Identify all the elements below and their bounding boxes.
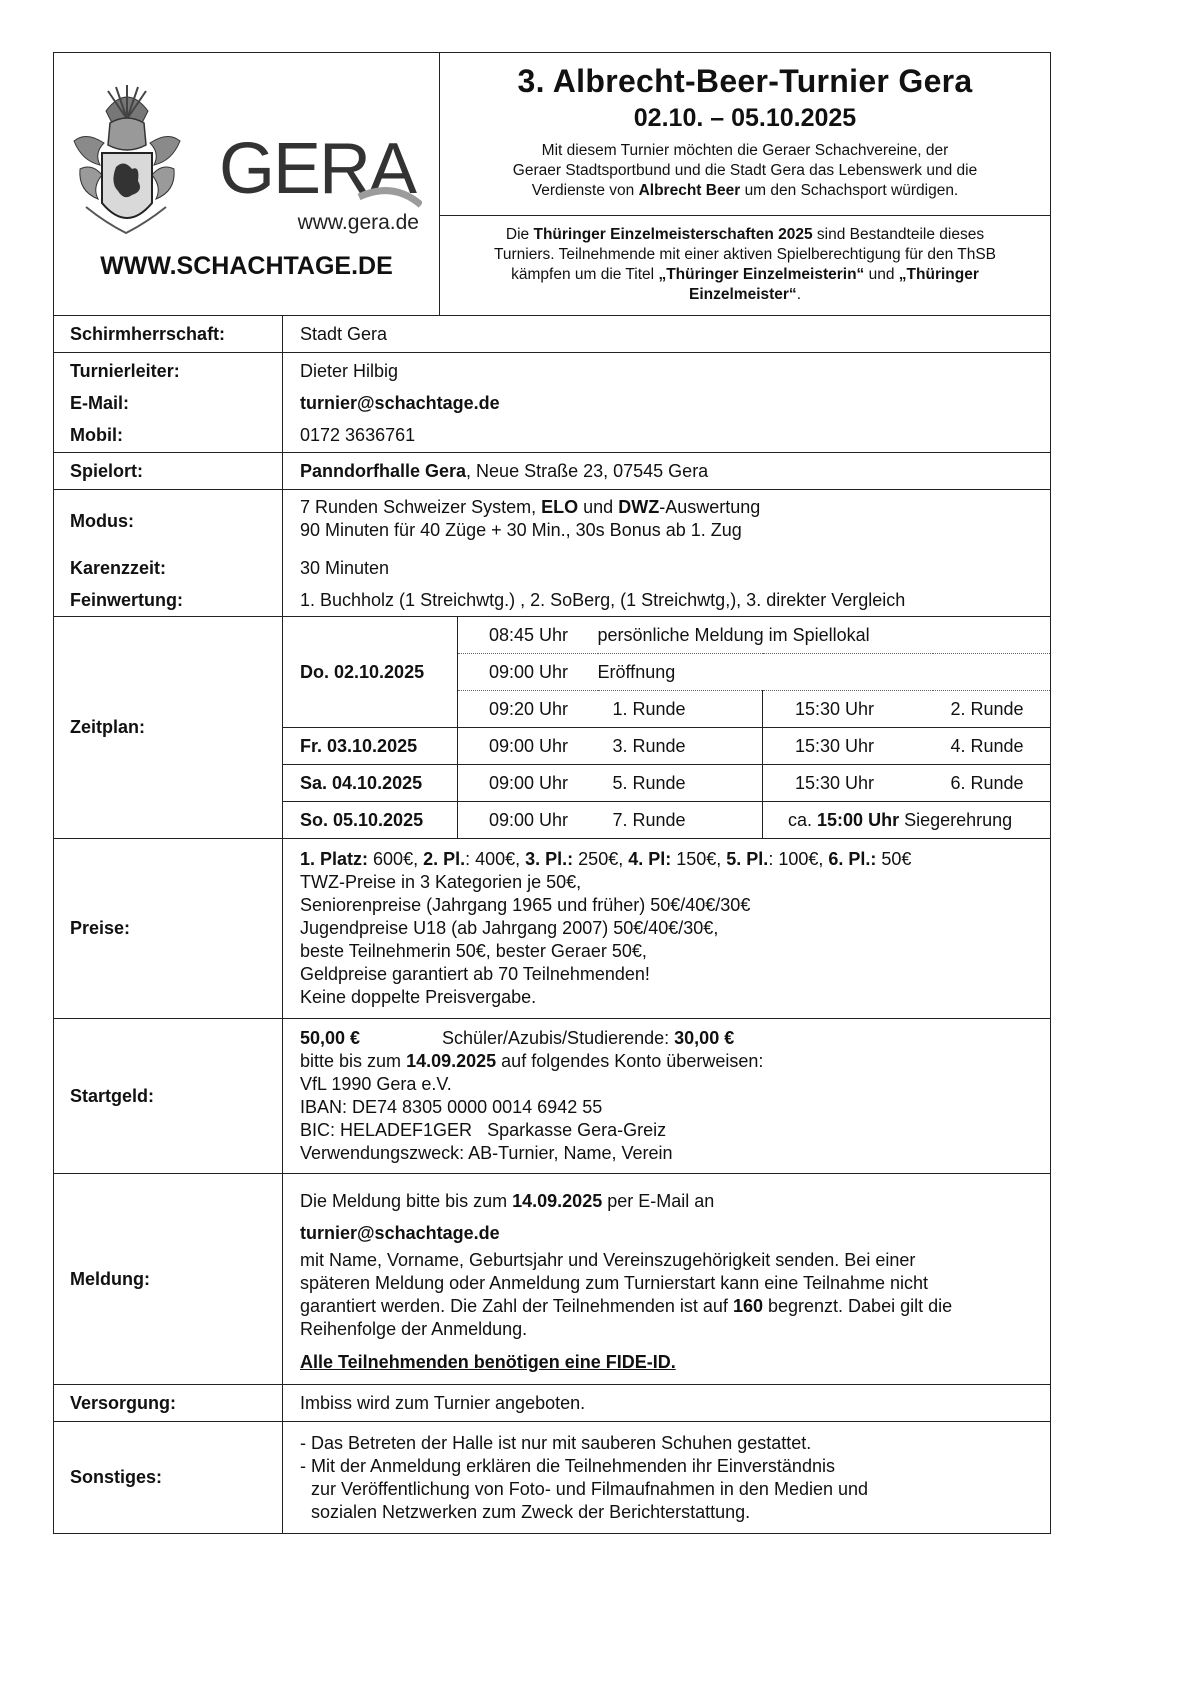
page-title: 3. Albrecht-Beer-Turnier Gera <box>517 63 973 99</box>
fee-line: bitte bis zum 14.09.2025 auf folgendes Konto überweisen: <box>300 1051 764 1071</box>
notice-line: Einzelmeister“. <box>689 286 801 303</box>
intro-text <box>440 141 1050 201</box>
fee-line: 50,00 € Schüler/Azubis/Studierende: 30,00 € <box>300 1028 735 1048</box>
zeitplan-schedule <box>283 617 1051 839</box>
meldung-line: späteren Meldung oder Anmeldung zum Turnierstart kann eine Teilnahme nicht <box>300 1272 929 1293</box>
modus-labels: Modus: Karenzzeit: Feinwertung: <box>54 490 283 617</box>
prize-line: Jugendpreise U18 (ab Jahrgang 2007) 50€/40€/30€, <box>300 918 719 938</box>
versorgung-value: Imbiss wird zum Turnier angeboten. <box>283 1385 1051 1422</box>
row-contact <box>54 353 1051 453</box>
sonstiges-label: Sonstiges: <box>54 1422 283 1534</box>
schedule-row: Sa. 04.10.2025 09:00 Uhr 5. Runde 15:30 Uhr 6. Runde <box>283 765 1050 802</box>
startgeld-values <box>283 1019 1051 1174</box>
website-link[interactable]: WWW.SCHACHTAGE.DE <box>100 252 393 280</box>
modus-line: 7 Runden Schweizer System, ELO und DWZ-Auswertung <box>300 497 761 517</box>
schedule-day: Fr. 03.10.2025 <box>283 728 458 765</box>
karenz-value: 30 Minuten <box>300 558 390 578</box>
gera-logo-url: www.gera.de <box>297 211 419 234</box>
meldung-line: Die Meldung bitte bis zum 14.09.2025 per E-Mail an <box>300 1190 715 1211</box>
championship-notice <box>440 216 1050 315</box>
contact-values <box>283 353 1051 453</box>
prize-line: Seniorenpreise (Jahrgang 1965 und früher) 50€/40€/30€ <box>300 895 751 915</box>
schedule-day: Do. 02.10.2025 <box>283 617 458 728</box>
flyer <box>53 52 1051 1534</box>
email-link[interactable]: turnier@schachtage.de <box>300 392 500 413</box>
row-preise <box>54 839 1051 1019</box>
prize-line: Geldpreise garantiert ab 70 Teilnehmenden! <box>300 964 650 984</box>
row-modus <box>54 490 1051 617</box>
meldung-values <box>283 1174 1051 1385</box>
coat-of-arms-icon <box>66 83 188 248</box>
honoree-name: Albrecht Beer <box>638 182 741 199</box>
fein-value: 1. Buchholz (1 Streichwtg.) , 2. SoBerg, (1 Streichwtg,), 3. direkter Vergleich <box>300 590 906 610</box>
sonstiges-line: - Mit der Anmeldung erklären die Teilnehmenden ihr Einverständnis <box>300 1455 835 1476</box>
schedule-row: Fr. 03.10.2025 09:00 Uhr 3. Runde 15:30 Uhr 4. Runde <box>283 728 1050 765</box>
gera-logo-icon <box>217 101 422 241</box>
prize-line: 1. Platz: 600€, 2. Pl.: 400€, 3. Pl.: 250€, 4. Pl: 150€, 5. Pl.: 100€, 6. Pl.: 50€ <box>300 849 912 869</box>
schedule-day: So. 05.10.2025 <box>283 802 458 839</box>
preise-label: Preise: <box>54 839 283 1019</box>
meldung-email-link[interactable]: turnier@schachtage.de <box>300 1222 500 1243</box>
sonstiges-line: zur Veröffentlichung von Foto- und Filmaufnahmen in den Medien und <box>311 1478 869 1499</box>
sonstiges-line: sozialen Netzwerken zum Zweck der Berichterstattung. <box>311 1501 751 1522</box>
prize-line: beste Teilnehmerin 50€, bester Geraer 50€, <box>300 941 647 961</box>
sonstiges-line: - Das Betreten der Halle ist nur mit sauberen Schuhen gestattet. <box>300 1432 812 1453</box>
schirmherrschaft-label: Schirmherrschaft: <box>54 316 283 353</box>
info-table <box>53 315 1051 1534</box>
schedule-table <box>283 617 1050 838</box>
intro-line: Mit diesem Turnier möchten die Geraer Schachvereine, der <box>541 142 949 159</box>
fee-line: VfL 1990 Gera e.V. <box>300 1074 452 1094</box>
modus-values <box>283 490 1051 617</box>
meldung-line: Reihenfolge der Anmeldung. <box>300 1318 528 1339</box>
meldung-line: mit Name, Vorname, Geburtsjahr und Vereinszugehörigkeit senden. Bei einer <box>300 1249 916 1270</box>
contact-labels: Turnierleiter: E-Mail: Mobil: <box>54 353 283 453</box>
fee-line: BIC: HELADEF1GER Sparkasse Gera-Greiz <box>300 1120 667 1140</box>
leiter-value: Dieter Hilbig <box>300 360 399 381</box>
schirmherrschaft-value: Stadt Gera <box>283 316 1051 353</box>
notice-line: Die Thüringer Einzelmeisterschaften 2025 sind Bestandteile dieses <box>505 226 985 243</box>
prize-line: TWZ-Preise in 3 Kategorien je 50€, <box>300 872 582 892</box>
prize-line: Keine doppelte Preisvergabe. <box>300 987 537 1007</box>
fee-line: IBAN: DE74 8305 0000 0014 6942 55 <box>300 1097 603 1117</box>
gera-logo-text: GERA <box>219 129 416 209</box>
intro-line: Verdienste von Albrecht Beer um den Schachsport würdigen. <box>531 182 959 199</box>
header-info <box>440 53 1050 315</box>
tournament-dates: 02.10. – 05.10.2025 <box>633 104 857 132</box>
schedule-row: So. 05.10.2025 09:00 Uhr 7. Runde ca. 15:00 Uhr Siegerehrung <box>283 802 1050 839</box>
preise-values <box>283 839 1051 1019</box>
meldung-line: garantiert werden. Die Zahl der Teilnehmenden ist auf 160 begrenzt. Dabei gilt die <box>300 1295 953 1316</box>
startgeld-label: Startgeld: <box>54 1019 283 1174</box>
row-versorgung <box>54 1385 1051 1422</box>
mobil-value: 0172 3636761 <box>300 424 416 445</box>
row-zeitplan <box>54 617 1051 839</box>
fee-line: Verwendungszweck: AB-Turnier, Name, Verein <box>300 1143 673 1163</box>
spielort-label: Spielort: <box>54 453 283 490</box>
modus-line: 90 Minuten für 40 Züge + 30 Min., 30s Bonus ab 1. Zug <box>300 520 742 540</box>
zeitplan-label: Zeitplan: <box>54 617 283 839</box>
intro-line: Geraer Stadtsportbund und die Stadt Gera das Lebenswerk und die <box>512 162 978 179</box>
notice-line: Turniers. Teilnehmende mit einer aktiven Spielberechtigung für den ThSB <box>493 246 997 263</box>
versorgung-label: Versorgung: <box>54 1385 283 1422</box>
row-meldung <box>54 1174 1051 1385</box>
fide-notice: Alle Teilnehmenden benötigen eine FIDE-ID. <box>300 1351 676 1372</box>
header-title-block <box>440 53 1050 216</box>
row-sonstiges <box>54 1422 1051 1534</box>
spielort-value: Panndorfhalle Gera, Neue Straße 23, 07545 Gera <box>283 453 1051 490</box>
header-logos <box>54 53 440 315</box>
meldung-label: Meldung: <box>54 1174 283 1385</box>
schedule-row: 09:20 Uhr 1. Runde 15:30 Uhr 2. Runde <box>283 691 1050 728</box>
sonstiges-values <box>283 1422 1051 1534</box>
row-schirmherrschaft <box>54 316 1051 353</box>
notice-line: kämpfen um die Titel „Thüringer Einzelmeisterin“ und „Thüringer <box>511 266 979 283</box>
row-spielort <box>54 453 1051 490</box>
header <box>53 52 1051 315</box>
schedule-day: Sa. 04.10.2025 <box>283 765 458 802</box>
schedule-row: Do. 02.10.2025 08:45 Uhr persönliche Meldung im Spiellokal <box>283 617 1050 654</box>
schedule-row: 09:00 Uhr Eröffnung <box>283 654 1050 691</box>
row-startgeld <box>54 1019 1051 1174</box>
